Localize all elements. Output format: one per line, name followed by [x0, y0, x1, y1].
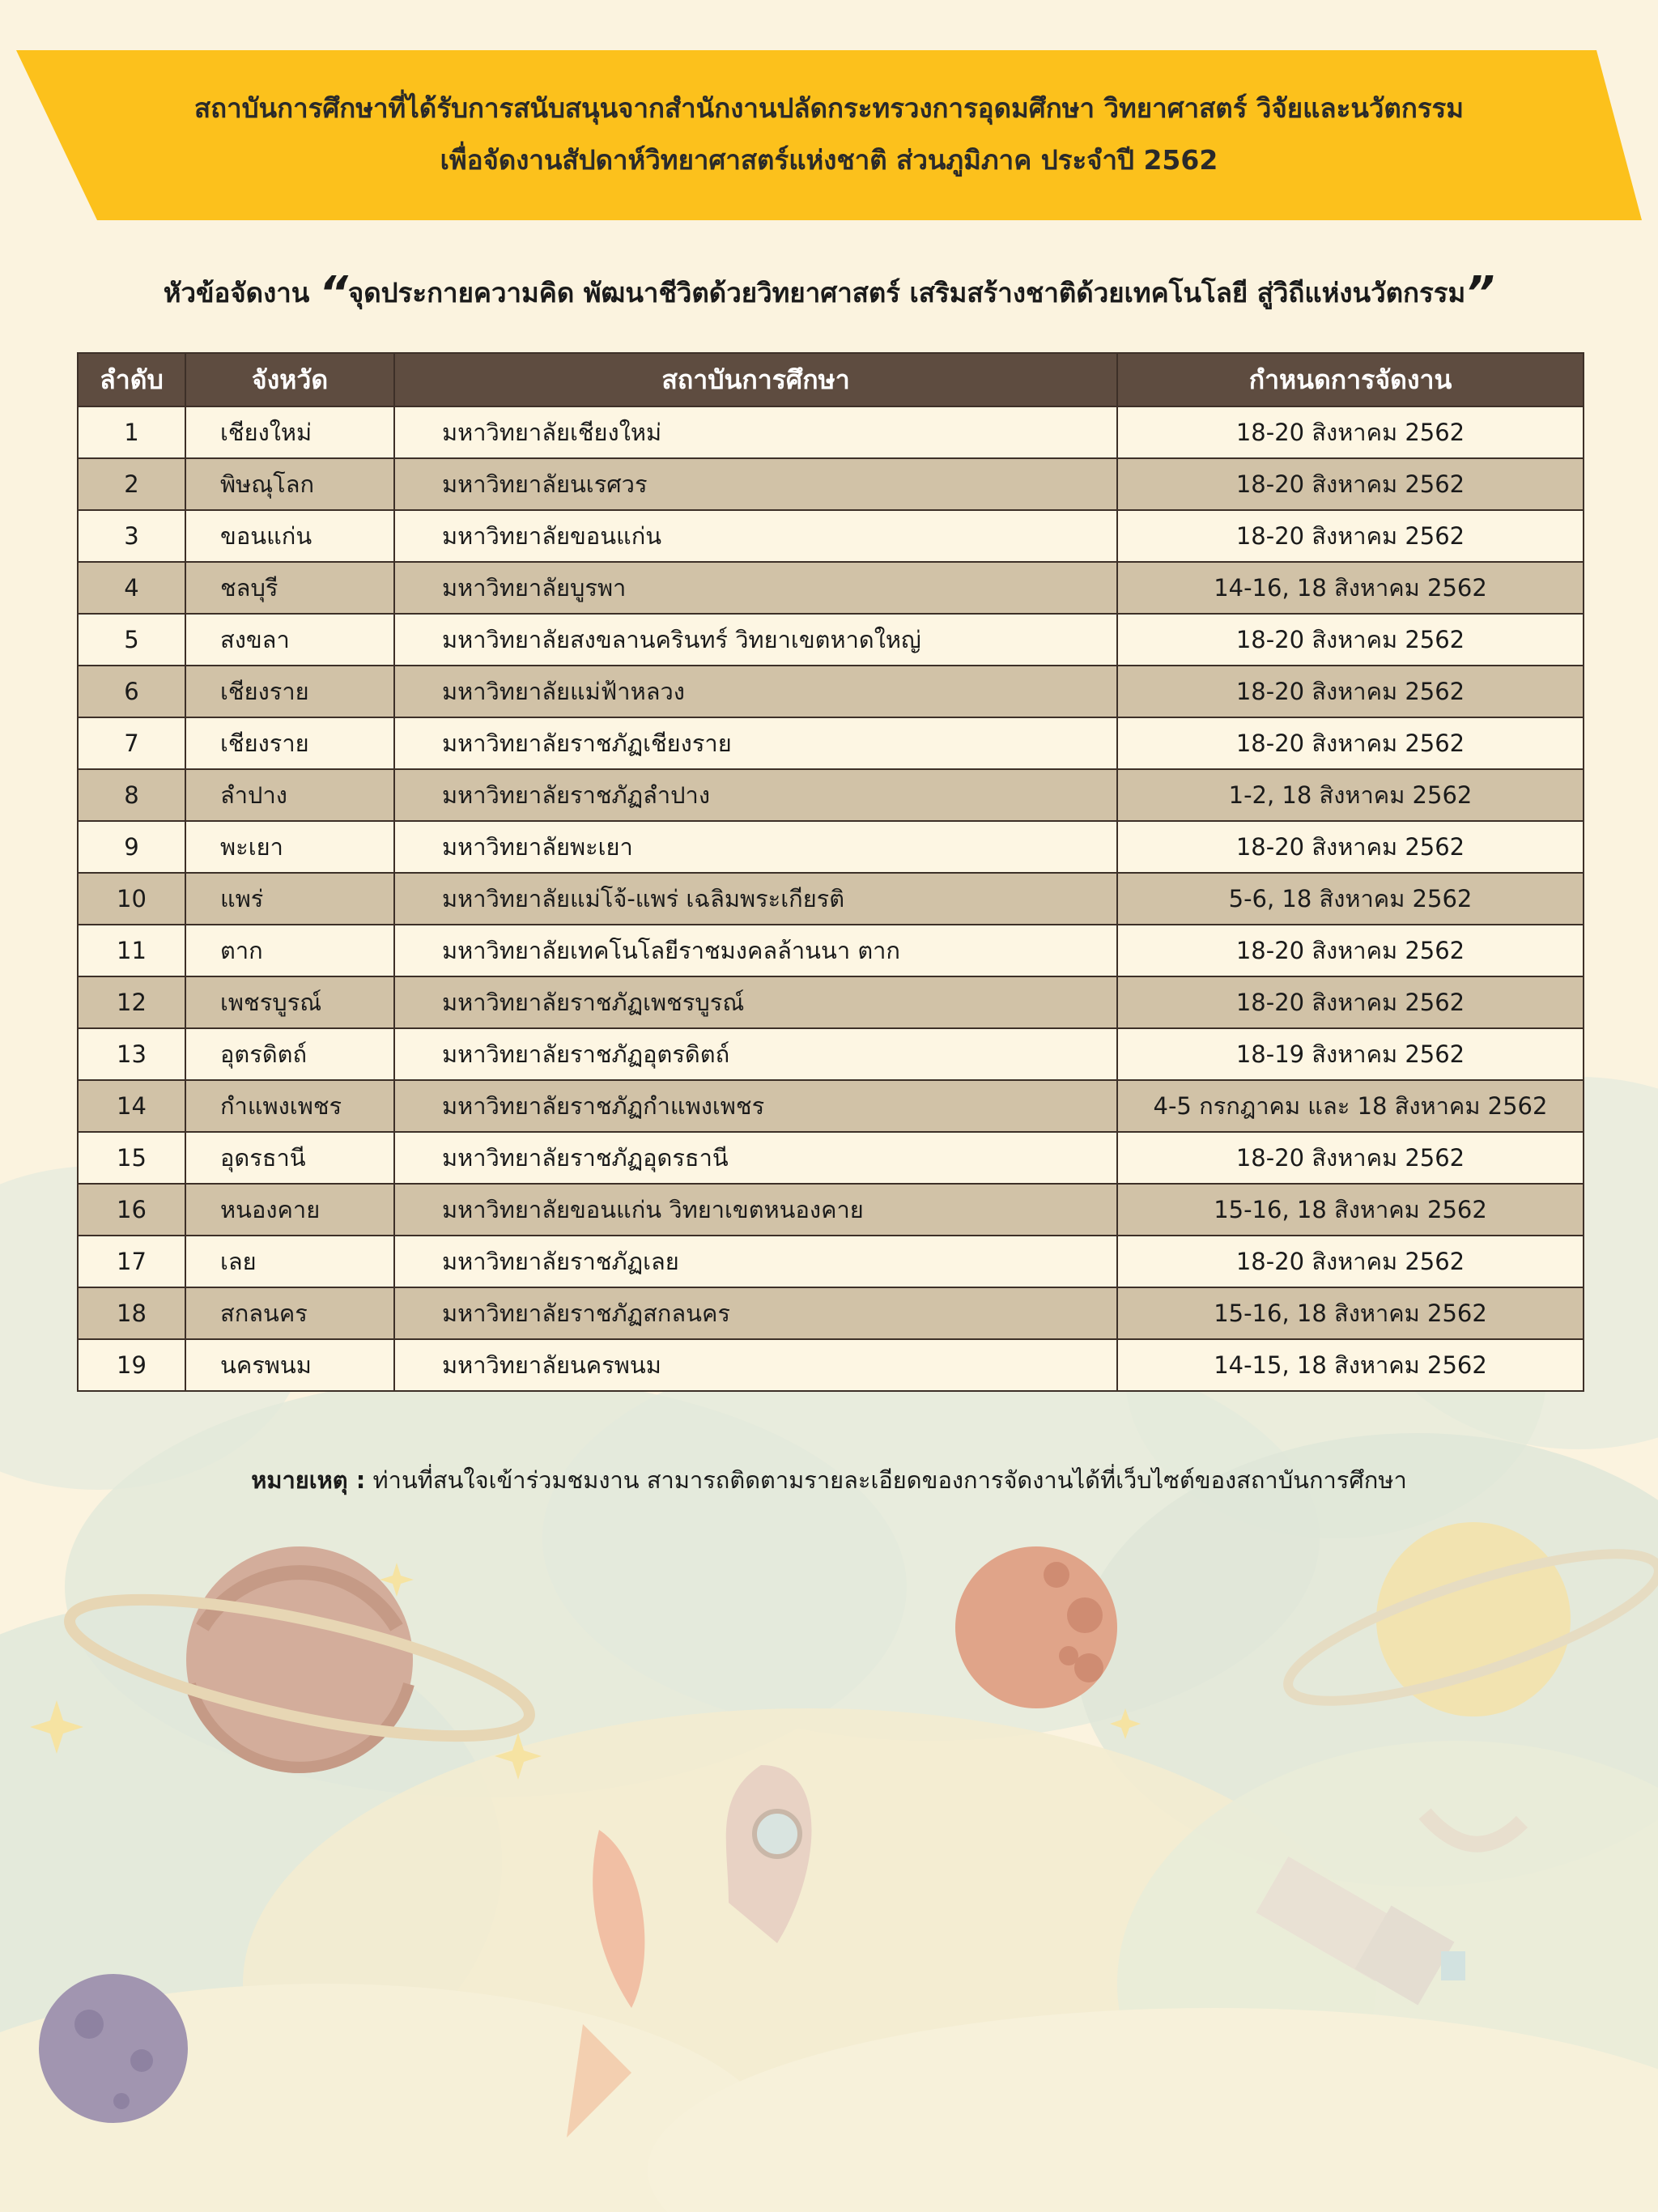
cell-no: 5	[78, 614, 185, 666]
cell-date: 15-16, 18 สิงหาคม 2562	[1117, 1184, 1584, 1236]
cell-province: ลำปาง	[185, 769, 394, 821]
cell-institution: มหาวิทยาลัยราชภัฏเพชรบูรณ์	[394, 976, 1117, 1028]
table-row	[78, 1236, 1584, 1287]
cell-no: 1	[78, 406, 185, 458]
table-row	[78, 458, 1584, 510]
cell-date: 1-2, 18 สิงหาคม 2562	[1117, 769, 1584, 821]
cell-province: สกลนคร	[185, 1287, 394, 1339]
cell-no: 9	[78, 821, 185, 873]
cell-institution: มหาวิทยาลัยราชภัฏกำแพงเพชร	[394, 1080, 1117, 1132]
cell-date: 18-20 สิงหาคม 2562	[1117, 1236, 1584, 1287]
cell-province: นครพนม	[185, 1339, 394, 1391]
cell-institution: มหาวิทยาลัยราชภัฏเลย	[394, 1236, 1117, 1287]
banner-title-line1: สถาบันการศึกษาที่ได้รับการสนับสนุนจากสำนักงานปลัดกระทรวงการอุดมศึกษา วิทยาศาสตร์ วิจัยและนวัตกรรม	[193, 92, 1465, 124]
cell-province: อุตรดิตถ์	[185, 1028, 394, 1080]
footnote-label: หมายเหตุ :	[251, 1466, 366, 1494]
cell-no: 3	[78, 510, 185, 562]
table-row	[78, 873, 1584, 925]
cell-date: 18-20 สิงหาคม 2562	[1117, 821, 1584, 873]
cell-date: 18-20 สิงหาคม 2562	[1117, 458, 1584, 510]
cell-date: 18-20 สิงหาคม 2562	[1117, 614, 1584, 666]
cell-no: 11	[78, 925, 185, 976]
cell-date: 18-20 สิงหาคม 2562	[1117, 717, 1584, 769]
cell-province: หนองคาย	[185, 1184, 394, 1236]
cell-no: 7	[78, 717, 185, 769]
table-row	[78, 769, 1584, 821]
table-row	[78, 1132, 1584, 1184]
theme-text: จุดประกายความคิด พัฒนาชีวิตด้วยวิทยาศาสตร์ เสริมสร้างชาติด้วยเทคโนโลยี สู่วิถีแห่งนวัตกรรม	[347, 277, 1466, 308]
cell-no: 14	[78, 1080, 185, 1132]
table-row	[78, 614, 1584, 666]
cell-date: 14-16, 18 สิงหาคม 2562	[1117, 562, 1584, 614]
table-header-row	[78, 353, 1584, 406]
cell-institution: มหาวิทยาลัยราชภัฏอุตรดิตถ์	[394, 1028, 1117, 1080]
theme-close-quote: ”	[1465, 267, 1495, 320]
cell-date: 18-20 สิงหาคม 2562	[1117, 510, 1584, 562]
cell-institution: มหาวิทยาลัยนครพนม	[394, 1339, 1117, 1391]
table-row	[78, 1028, 1584, 1080]
event-theme	[49, 267, 1609, 320]
cell-no: 18	[78, 1287, 185, 1339]
cell-no: 12	[78, 976, 185, 1028]
cell-no: 6	[78, 666, 185, 717]
cell-institution: มหาวิทยาลัยราชภัฏอุดรธานี	[394, 1132, 1117, 1184]
cell-institution: มหาวิทยาลัยพะเยา	[394, 821, 1117, 873]
cell-date: 18-20 สิงหาคม 2562	[1117, 406, 1584, 458]
footnote	[0, 1461, 1658, 1499]
table-row	[78, 976, 1584, 1028]
cell-date: 5-6, 18 สิงหาคม 2562	[1117, 873, 1584, 925]
table-body	[78, 406, 1584, 1391]
cell-no: 16	[78, 1184, 185, 1236]
cell-province: กำแพงเพชร	[185, 1080, 394, 1132]
header-no: ลำดับ	[78, 353, 185, 406]
cell-province: ขอนแก่น	[185, 510, 394, 562]
cell-no: 13	[78, 1028, 185, 1080]
purple-moon	[39, 1974, 188, 2123]
cell-institution: มหาวิทยาลัยแม่โจ้-แพร่ เฉลิมพระเกียรติ	[394, 873, 1117, 925]
cell-institution: มหาวิทยาลัยแม่ฟ้าหลวง	[394, 666, 1117, 717]
header-date: กำหนดการจัดงาน	[1117, 353, 1584, 406]
table-row	[78, 1339, 1584, 1391]
cell-date: 18-19 สิงหาคม 2562	[1117, 1028, 1584, 1080]
cell-province: เพชรบูรณ์	[185, 976, 394, 1028]
cell-province: พะเยา	[185, 821, 394, 873]
cell-date: 18-20 สิงหาคม 2562	[1117, 666, 1584, 717]
table-row	[78, 1184, 1584, 1236]
cell-no: 4	[78, 562, 185, 614]
cell-institution: มหาวิทยาลัยบูรพา	[394, 562, 1117, 614]
cell-institution: มหาวิทยาลัยขอนแก่น	[394, 510, 1117, 562]
cell-date: 4-5 กรกฎาคม และ 18 สิงหาคม 2562	[1117, 1080, 1584, 1132]
cell-no: 17	[78, 1236, 185, 1287]
cell-institution: มหาวิทยาลัยราชภัฏสกลนคร	[394, 1287, 1117, 1339]
cell-institution: มหาวิทยาลัยขอนแก่น วิทยาเขตหนองคาย	[394, 1184, 1117, 1236]
cell-province: เลย	[185, 1236, 394, 1287]
footnote-text: ท่านที่สนใจเข้าร่วมชมงาน สามารถติดตามรายละเอียดของการจัดงานได้ที่เว็บไซต์ของสถาบันการศึกษา	[372, 1466, 1407, 1494]
table-row	[78, 1080, 1584, 1132]
cell-province: ตาก	[185, 925, 394, 976]
cell-institution: มหาวิทยาลัยราชภัฏเชียงราย	[394, 717, 1117, 769]
table-row	[78, 406, 1584, 458]
cell-no: 19	[78, 1339, 185, 1391]
cell-province: เชียงใหม่	[185, 406, 394, 458]
cell-no: 10	[78, 873, 185, 925]
header-banner-text	[65, 83, 1593, 186]
cell-institution: มหาวิทยาลัยราชภัฏลำปาง	[394, 769, 1117, 821]
banner-title-line2: เพื่อจัดงานสัปดาห์วิทยาศาสตร์แห่งชาติ ส่วนภูมิภาค ประจำปี 2562	[440, 144, 1218, 176]
cell-date: 18-20 สิงหาคม 2562	[1117, 925, 1584, 976]
header-province: จังหวัด	[185, 353, 394, 406]
table-row	[78, 510, 1584, 562]
cell-province: เชียงราย	[185, 666, 394, 717]
cell-no: 8	[78, 769, 185, 821]
table-row	[78, 717, 1584, 769]
table-row	[78, 1287, 1584, 1339]
table-row	[78, 925, 1584, 976]
cell-date: 15-16, 18 สิงหาคม 2562	[1117, 1287, 1584, 1339]
cell-institution: มหาวิทยาลัยเทคโนโลยีราชมงคลล้านนา ตาก	[394, 925, 1117, 976]
cell-province: ชลบุรี	[185, 562, 394, 614]
header-institution: สถาบันการศึกษา	[394, 353, 1117, 406]
cell-date: 14-15, 18 สิงหาคม 2562	[1117, 1339, 1584, 1391]
red-planet	[955, 1546, 1117, 1708]
cell-date: 18-20 สิงหาคม 2562	[1117, 1132, 1584, 1184]
cell-date: 18-20 สิงหาคม 2562	[1117, 976, 1584, 1028]
table-row	[78, 562, 1584, 614]
theme-open-quote: “	[318, 267, 348, 320]
cell-no: 15	[78, 1132, 185, 1184]
cell-institution: มหาวิทยาลัยสงขลานครินทร์ วิทยาเขตหาดใหญ่	[394, 614, 1117, 666]
table-row	[78, 821, 1584, 873]
cell-province: เชียงราย	[185, 717, 394, 769]
table-row	[78, 666, 1584, 717]
cell-province: สงขลา	[185, 614, 394, 666]
theme-label: หัวข้อจัดงาน	[163, 277, 310, 308]
cell-province: อุดรธานี	[185, 1132, 394, 1184]
institution-schedule-table	[77, 352, 1584, 1392]
cell-institution: มหาวิทยาลัยนเรศวร	[394, 458, 1117, 510]
cell-no: 2	[78, 458, 185, 510]
cell-institution: มหาวิทยาลัยเชียงใหม่	[394, 406, 1117, 458]
cell-province: พิษณุโลก	[185, 458, 394, 510]
cell-province: แพร่	[185, 873, 394, 925]
